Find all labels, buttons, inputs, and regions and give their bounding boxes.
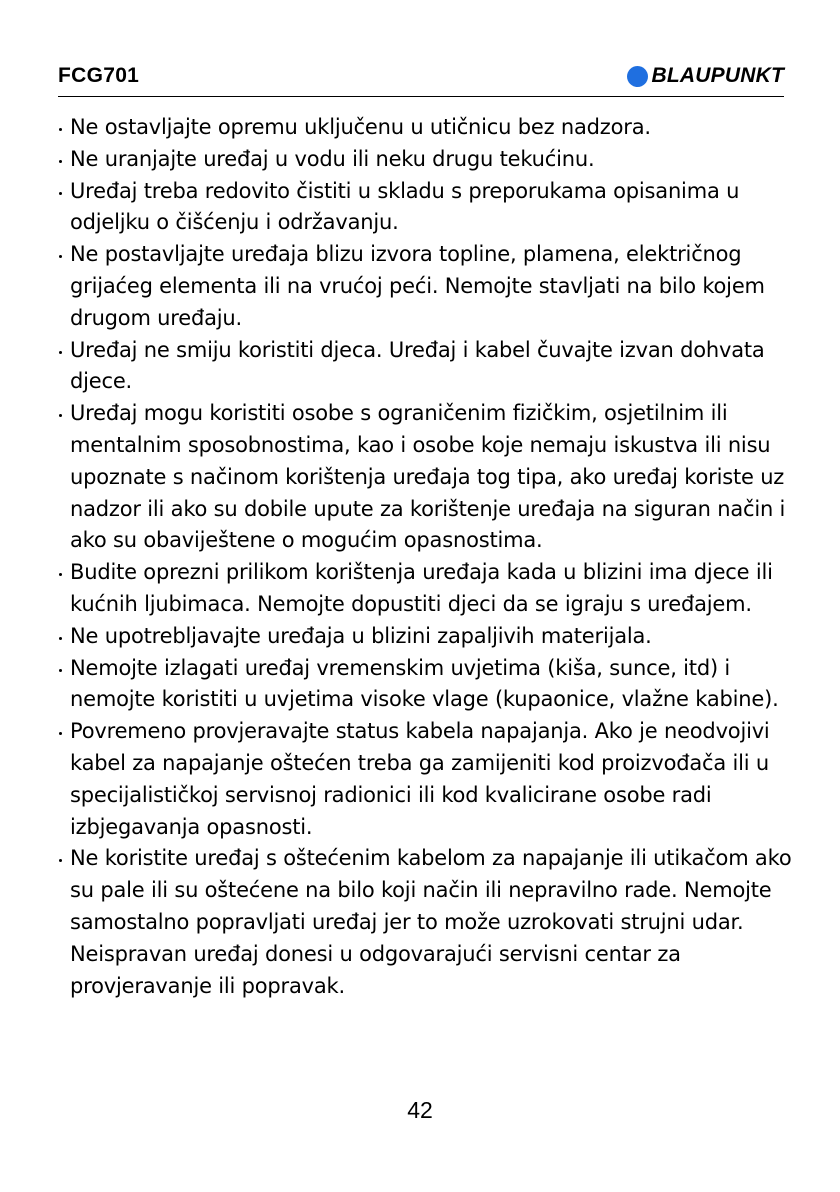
model-number: FCG701 <box>58 64 140 87</box>
list-item <box>58 144 798 176</box>
brand-logo <box>627 64 784 88</box>
list-item-text: Ne koristite uređaj s oštećenim kabelom za napajanje ili utikačom ako su pale ili su oštećene na bilo koji način ili nepravilno rade. Nemojte samostalno popravljati uređaj jer to može uzrokovati strujni udar. Neispravan uređaj donesi u odgovarajući servisni centar za provjeravanje ili popravak. <box>70 846 792 998</box>
list-item <box>58 239 798 334</box>
list-item-text: Ne upotrebljavajte uređaja u blizini zapaljivih materijala. <box>70 623 652 648</box>
brand-name: BLAUPUNKT <box>651 64 784 87</box>
list-item-text: Nemojte izlagati uređaj vremenskim uvjetima (kiša, sunce, itd) i nemojte koristiti u uvjetima visoke vlage (kupaonice, vlažne kabine). <box>70 655 779 712</box>
list-item <box>58 621 798 653</box>
brand-dot-icon <box>627 66 648 87</box>
list-item <box>58 398 798 557</box>
list-item-text: Ne postavljajte uređaja blizu izvora topline, plamena, električnog grijaćeg elementa ili na vrućoj peći. Nemojte stavljati na bilo kojem drugom uređaju. <box>70 242 765 330</box>
list-item <box>58 335 798 399</box>
list-item <box>58 176 798 240</box>
list-item <box>58 653 798 717</box>
page-header <box>58 62 784 97</box>
list-item-text: Povremeno provjeravajte status kabela napajanja. Ako je neodvojivi kabel za napajanje oštećen treba ga zamijeniti kod proizvođača ili u specijalističkoj servisnoj radionici ili kod kvalicirane osobe radi izbjegavanja opasnosti. <box>70 719 770 839</box>
safety-instructions-list <box>58 112 798 1002</box>
list-item-text: Ne uranjajte uređaj u vodu ili neku drugu tekućinu. <box>70 146 595 171</box>
list-item-text: Ne ostavljajte opremu uključenu u utičnicu bez nadzora. <box>70 115 651 139</box>
list-item <box>58 112 798 144</box>
list-item-text: Uređaj mogu koristiti osobe s ograničenim fizičkim, osjetilnim ili mentalnim sposobnostima, kao i osobe koje nemaju iskustva ili nisu upoznate s načinom korištenja uređaja tog tipa, ako uređaj koriste uz nadzor ili ako su dobile upute za korištenje uređaja na siguran način i ako su obaviještene o mogućim opasnostima. <box>70 401 786 553</box>
list-item <box>58 557 798 621</box>
list-item <box>58 716 798 843</box>
page-number: 42 <box>407 1097 433 1123</box>
list-item-text: Uređaj ne smiju koristiti djeca. Uređaj i kabel čuvajte izvan dohvata djece. <box>70 337 765 394</box>
list-item <box>58 843 798 1002</box>
list-item-text: Uređaj treba redovito čistiti u skladu s preporukama opisanima u odjeljku o čišćenju i održavanju. <box>70 178 740 235</box>
list-item-text: Budite oprezni prilikom korištenja uređaja kada u blizini ima djece ili kućnih ljubimaca. Nemojte dopustiti djeci da se igraju s uređajem. <box>70 560 773 616</box>
